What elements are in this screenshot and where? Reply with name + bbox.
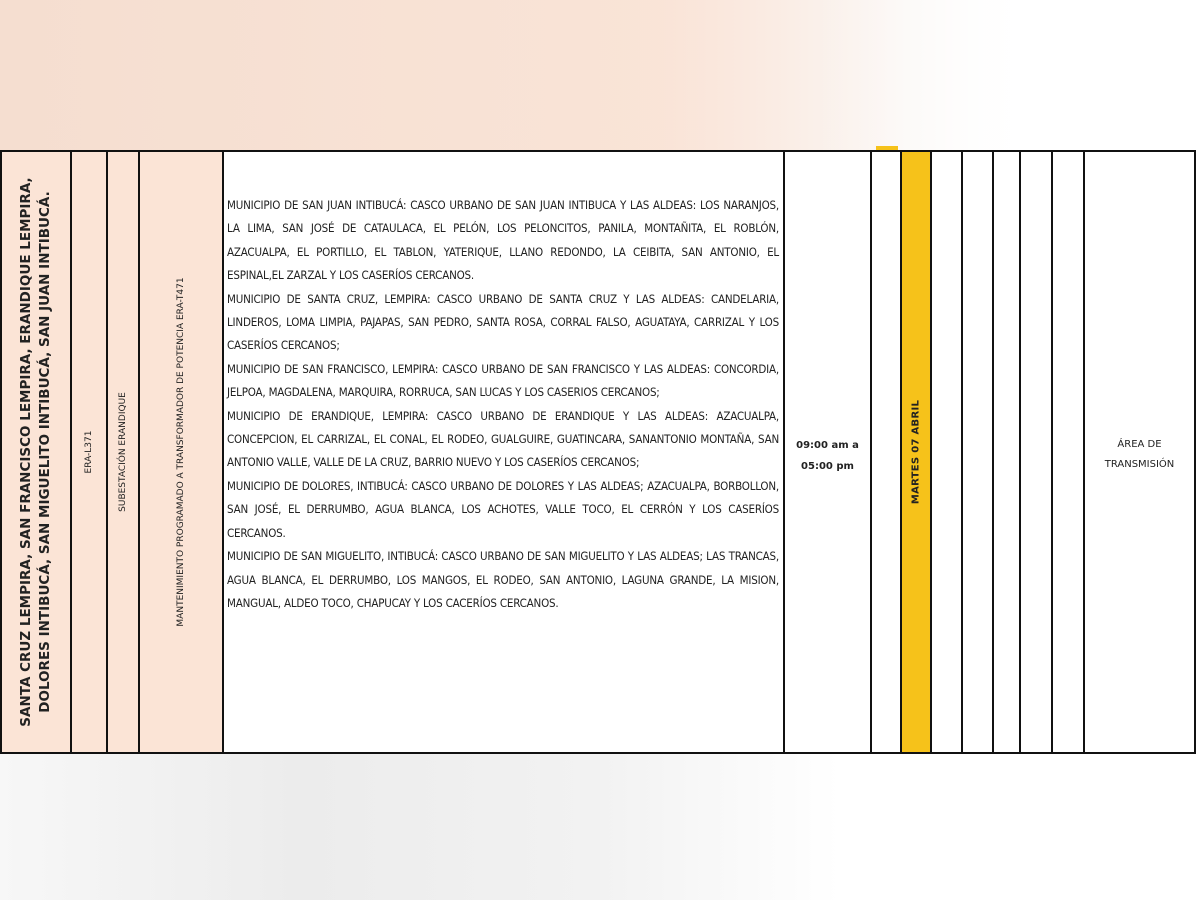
cell-places [0, 152, 72, 752]
cell-description [140, 152, 224, 752]
circuit-code: ERA-L371 [84, 430, 94, 474]
cell-affected-zones [224, 152, 785, 752]
work-description: MANTENIMIENTO PROGRAMADO A TRANSFORMADOR DE POTENCIA ERA-T471 [176, 277, 186, 627]
outage-table [0, 150, 1196, 754]
responsible-area [1085, 435, 1194, 475]
cell-area [1085, 152, 1196, 752]
cell-empty [994, 152, 1021, 752]
cell-substation [108, 152, 140, 752]
cell-date [902, 152, 932, 752]
cell-empty [932, 152, 963, 752]
zone-paragraph: MUNICIPIO DE DOLORES, INTIBUCÁ: CASCO URBANO DE DOLORES Y LAS ALDEAS; AZACUALPA, BORBOLLON, SAN JOSÉ, EL DERRUMBO, AGUA BLANCA, LOS ACHOTES, VALLE TOCO, EL CERRÓN Y LOS CASERÍOS CERCANOS. [227, 478, 779, 540]
zone-paragraph: MUNICIPIO DE ERANDIQUE, LEMPIRA: CASCO URBANO DE ERANDIQUE Y LAS ALDEAS: AZACUALPA, CONCEPCION, EL CARRIZAL, EL CONAL, EL RODEO, GUALGUIRE, GUATINCARA, SANANTONIO MONTAÑA, SAN ANTONIO VALLE, VALLE DE LA CRUZ, BARRIO NUEVO Y LOS CASERÍOS CERCANOS; [227, 408, 779, 470]
zone-paragraph: MUNICIPIO DE SAN MIGUELITO, INTIBUCÁ: CASCO URBANO DE SAN MIGUELITO Y LAS ALDEAS; LAS TRANCAS, AGUA BLANCA, EL DERRUMBO, LOS MANGOS, EL RODEO, SAN ANTONIO, LAGUNA GRANDE, LA MISION, MANGUAL, ALDEO TOCO, CHAPUCAY Y LOS CACERÍOS CERCANOS. [227, 549, 779, 610]
cell-empty [1021, 152, 1053, 752]
time-range [785, 435, 870, 477]
area-line-1: ÁREA DE [1117, 439, 1162, 450]
background-top [0, 0, 1200, 150]
cell-empty [963, 152, 994, 752]
cell-empty [1053, 152, 1085, 752]
cell-circuit-code [72, 152, 108, 752]
time-end: 05:00 pm [801, 461, 854, 472]
cell-time [785, 152, 872, 752]
outage-date: MARTES 07 ABRIL [910, 399, 922, 505]
zone-paragraph: MUNICIPIO DE SAN JUAN INTIBUCÁ: CASCO URBANO DE SAN JUAN INTIBUCA Y LAS ALDEAS: LOS NARANJOS, LA LIMA, SAN JOSÉ DE CATAULACA, EL PELÓN, LOS PELONCITOS, PANILA, MONTAÑITA, EL ROBLÓN, AZACUALPA, EL PORTILLO, EL TABLON, YATERIQUE, LLANO REDONDO, LA CEIBITA, SAN ANTONIO, EL ESPINAL,EL ZARZAL Y LOS CASERÍOS CERCANOS. [227, 198, 779, 283]
places-text: SANTA CRUZ LEMPIRA, SAN FRANCISCO LEMPIRA, ERANDIQUE LEMPIRA, DOLORES INTIBUCÁ, SAN MIGUELITO INTIBUCÁ, SAN JUAN INTIBUCÁ. [18, 177, 53, 727]
affected-zones-text [227, 194, 779, 615]
area-line-2: TRANSMISIÓN [1104, 459, 1175, 470]
zone-paragraph: MUNICIPIO DE SAN FRANCISCO, LEMPIRA: CASCO URBANO DE SAN FRANCISCO Y LAS ALDEAS: CONCORDIA, JELPOA, MAGDALENA, MARQUIRA, RORRUCA, SAN LUCAS Y LOS CASERIOS CERCANOS; [227, 361, 779, 400]
time-start: 09:00 am a [796, 440, 859, 451]
substation-name: SUBESTACIÓN ERANDIQUE [118, 392, 128, 512]
background-bottom [0, 752, 1200, 900]
zone-paragraph: MUNICIPIO DE SANTA CRUZ, LEMPIRA: CASCO URBANO DE SANTA CRUZ Y LAS ALDEAS: CANDELARIA, LINDEROS, LOMA LIMPIA, PAJAPAS, SAN PEDRO, SANTA ROSA, CORRAL FALSO, AGUATAYA, CARRIZAL Y LOS CASERÍOS CERCANOS; [227, 291, 779, 353]
cell-empty [872, 152, 902, 752]
